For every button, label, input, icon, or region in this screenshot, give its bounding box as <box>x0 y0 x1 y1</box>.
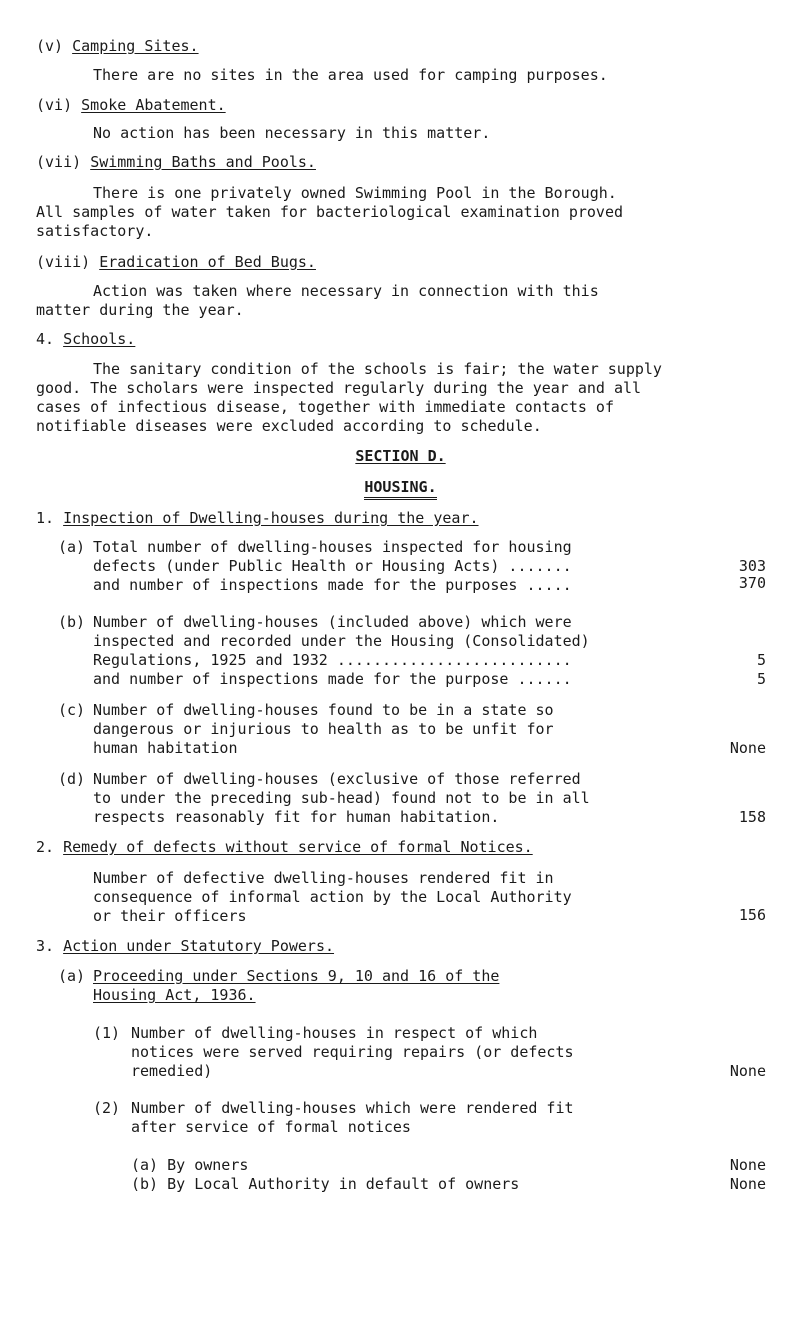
statutory-item-line: Number of dwelling-houses in respect of which <box>131 1024 538 1042</box>
schools-text-line: good. The scholars were inspected regularly during the year and all <box>36 379 642 397</box>
statutory-heading <box>36 937 334 956</box>
inspection-heading <box>36 509 479 528</box>
statutory-item-label: (1) <box>93 1024 121 1042</box>
smoke-heading-number: (vi) <box>36 96 73 114</box>
schools-text-line: notifiable diseases were excluded according to schedule. <box>36 417 542 435</box>
camping-heading <box>36 37 199 56</box>
statutory-item-label: (2) <box>93 1099 121 1117</box>
swimming-text-line: satisfactory. <box>36 222 154 240</box>
inspection-item-line: human habitation <box>93 739 238 757</box>
inspection-item-label: (d) <box>58 770 86 788</box>
inspection-item-label: (b) <box>58 613 86 631</box>
camping-text: There are no sites in the area used for camping purposes. <box>93 66 608 84</box>
remedy-heading-number: 2. <box>36 838 55 856</box>
remedy-text-line: Number of defective dwelling-houses rendered fit in <box>93 869 554 887</box>
statutory-item-line: after service of formal notices <box>131 1118 411 1136</box>
schools-heading-number: 4. <box>36 330 55 348</box>
smoke-heading <box>36 96 226 115</box>
statutory-item-line: Number of dwelling-houses which were rendered fit <box>131 1099 574 1117</box>
bedbugs-text-line: matter during the year. <box>36 301 244 319</box>
statutory-subitem-value: None <box>729 1175 766 1193</box>
schools-heading-title: Schools. <box>63 330 136 348</box>
statutory-subitem <box>131 1175 519 1194</box>
inspection-item-line: Number of dwelling-houses (included above) which were <box>93 613 572 631</box>
camping-heading-title: Camping Sites. <box>72 37 199 55</box>
swimming-text-line: There is one privately owned Swimming Pool in the Borough. <box>93 184 617 202</box>
inspection-item-value: 5 <box>756 651 766 669</box>
section-subtitle: HOUSING. <box>364 478 436 500</box>
inspection-item-line: Number of dwelling-houses (exclusive of those referred <box>93 770 581 788</box>
remedy-text-line: or their officers <box>93 907 247 925</box>
inspection-item-line: respects reasonably fit for human habitation. <box>93 808 500 826</box>
statutory-sub-heading: Proceeding under Sections 9, 10 and 16 of the <box>93 967 500 985</box>
inspection-item-value: 5 <box>756 670 766 688</box>
inspection-heading-number: 1. <box>36 509 55 527</box>
statutory-subitem-label: (b) <box>131 1175 159 1193</box>
inspection-item-value: 303 <box>738 557 766 575</box>
statutory-subitem-label: (a) <box>131 1156 159 1174</box>
remedy-heading <box>36 838 533 857</box>
inspection-item-line: defects (under Public Health or Housing Acts) ....... <box>93 557 572 575</box>
inspection-item-line: to under the preceding sub-head) found not to be in all <box>93 789 590 807</box>
inspection-item-line: and number of inspections made for the purposes ..... <box>93 576 572 594</box>
inspection-heading-title: Inspection of Dwelling-houses during the year. <box>63 509 479 527</box>
remedy-text-line: consequence of informal action by the Local Authority <box>93 888 572 906</box>
section-title: SECTION D. <box>355 447 446 465</box>
remedy-value: 156 <box>738 906 766 924</box>
inspection-item-line: Number of dwelling-houses found to be in a state so <box>93 701 554 719</box>
inspection-item-value: 370 <box>738 574 766 592</box>
smoke-heading-title: Smoke Abatement. <box>81 96 226 114</box>
inspection-item-line: inspected and recorded under the Housing (Consolidated) <box>93 632 590 650</box>
bedbugs-heading-title: Eradication of Bed Bugs. <box>99 253 316 271</box>
section-subtitle-wrap <box>0 478 801 497</box>
inspection-item-line: Regulations, 1925 and 1932 .......................... <box>93 651 572 669</box>
statutory-subitem-value: None <box>729 1156 766 1174</box>
bedbugs-heading <box>36 253 316 272</box>
schools-heading <box>36 330 135 349</box>
statutory-subitem-text: By Local Authority in default of owners <box>167 1175 520 1193</box>
smoke-text: No action has been necessary in this matter. <box>93 124 491 142</box>
schools-text-line: The sanitary condition of the schools is fair; the water supply <box>93 360 662 378</box>
statutory-item-line: remedied) <box>131 1062 213 1080</box>
section-title-wrap <box>0 447 801 466</box>
statutory-heading-title: Action under Statutory Powers. <box>63 937 335 955</box>
bedbugs-heading-number: (viii) <box>36 253 91 271</box>
statutory-sub-label: (a) <box>58 967 86 985</box>
bedbugs-text-line: Action was taken where necessary in connection with this <box>93 282 599 300</box>
swimming-heading-number: (vii) <box>36 153 82 171</box>
statutory-subitem-text: By owners <box>167 1156 249 1174</box>
inspection-item-line: dangerous or injurious to health as to be unfit for <box>93 720 554 738</box>
schools-text-line: cases of infectious disease, together with immediate contacts of <box>36 398 614 416</box>
statutory-heading-number: 3. <box>36 937 55 955</box>
statutory-sub-heading: Housing Act, 1936. <box>93 986 256 1004</box>
statutory-subitem <box>131 1156 248 1175</box>
camping-heading-number: (v) <box>36 37 64 55</box>
statutory-item-value: None <box>729 1062 766 1080</box>
inspection-item-value: None <box>729 739 766 757</box>
inspection-item-label: (a) <box>58 538 86 556</box>
statutory-item-line: notices were served requiring repairs (or defects <box>131 1043 574 1061</box>
inspection-item-value: 158 <box>738 808 766 826</box>
inspection-item-label: (c) <box>58 701 86 719</box>
remedy-heading-title: Remedy of defects without service of formal Notices. <box>63 838 533 856</box>
swimming-text-line: All samples of water taken for bacteriological examination proved <box>36 203 623 221</box>
swimming-heading <box>36 153 316 172</box>
inspection-item-line: and number of inspections made for the purpose ...... <box>93 670 572 688</box>
inspection-item-line: Total number of dwelling-houses inspected for housing <box>93 538 572 556</box>
swimming-heading-title: Swimming Baths and Pools. <box>90 153 316 171</box>
